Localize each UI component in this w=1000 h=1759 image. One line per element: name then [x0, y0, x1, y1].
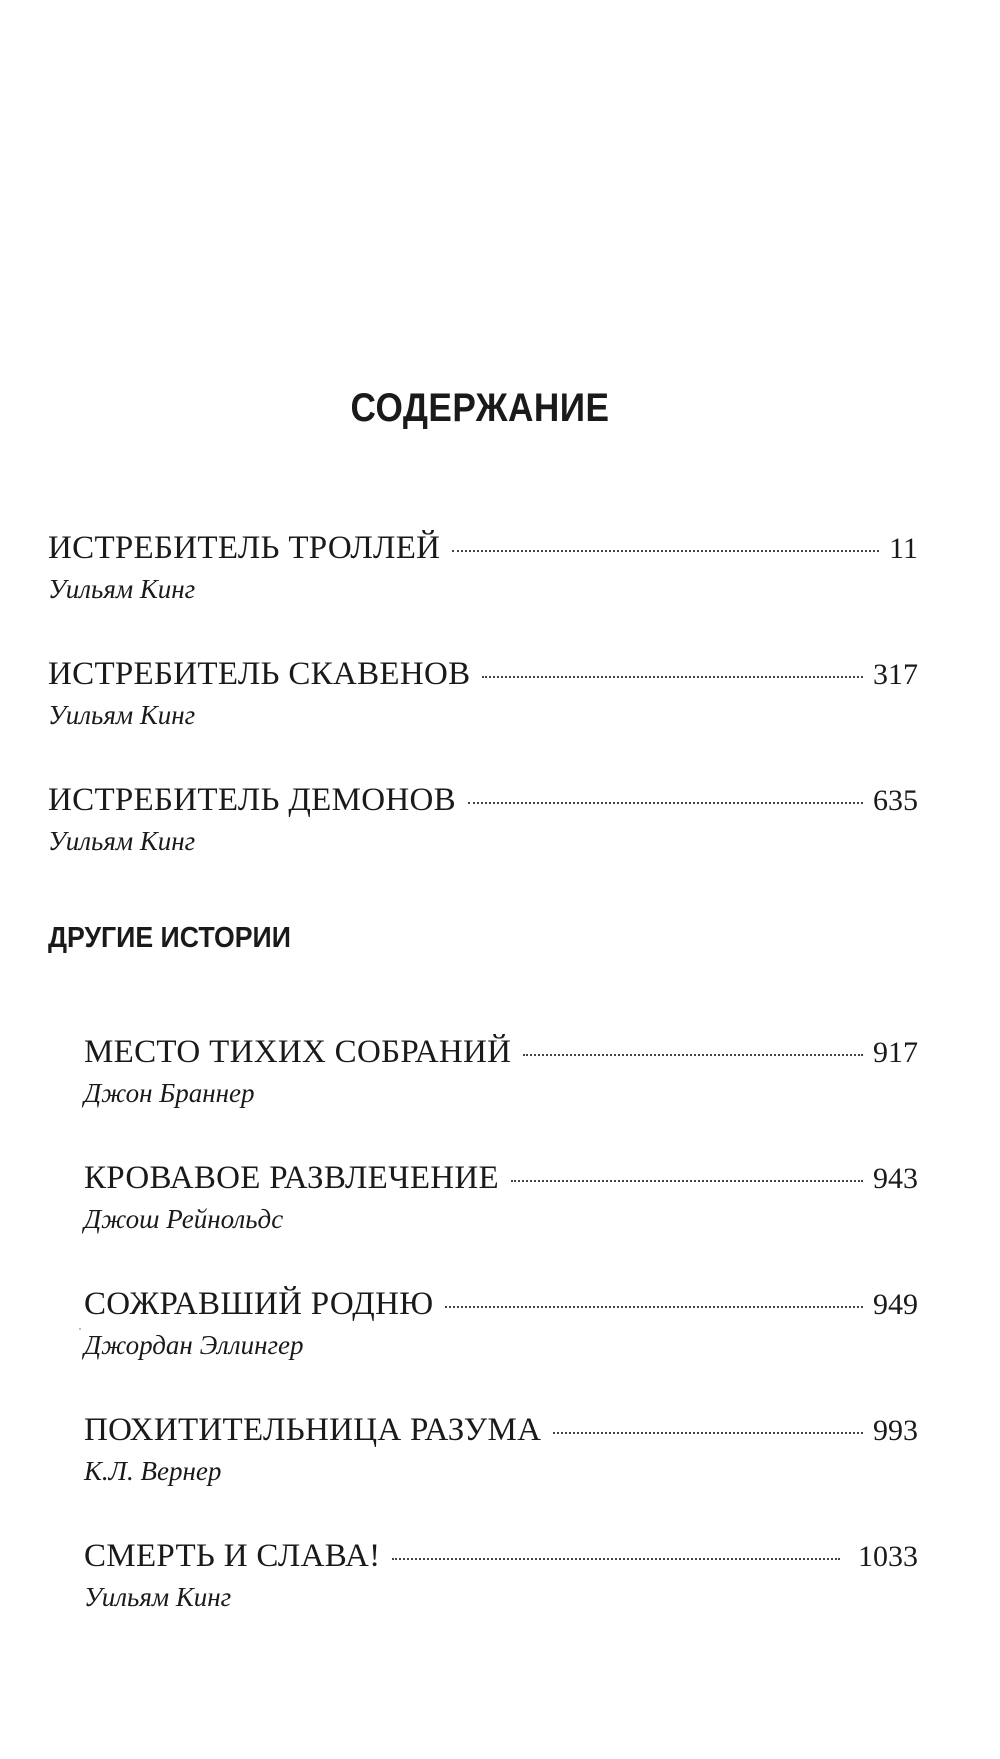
page-title: СОДЕРЖАНИЕ	[350, 386, 610, 430]
print-speck	[79, 1328, 81, 1330]
entry-page-number: 1033	[858, 1540, 918, 1573]
dot-leader	[468, 802, 863, 804]
toc-entry[interactable]	[48, 656, 918, 736]
toc-entry[interactable]	[84, 1034, 918, 1114]
toc-entry[interactable]	[84, 1412, 918, 1492]
entry-author: Уильям Кинг	[48, 574, 196, 604]
entry-title: СМЕРТЬ И СЛАВА!	[84, 1538, 381, 1574]
entry-author: Джош Рейнольдс	[84, 1204, 284, 1234]
entry-author: Уильям Кинг	[48, 700, 196, 730]
toc-entry[interactable]	[84, 1538, 918, 1618]
entry-page-number: 917	[873, 1036, 918, 1069]
entry-title: ПОХИТИТЕЛЬНИЦА РАЗУМА	[84, 1412, 542, 1448]
toc-entry[interactable]	[48, 782, 918, 862]
entry-author: Уильям Кинг	[84, 1582, 232, 1612]
toc-entry[interactable]	[84, 1286, 918, 1366]
entry-title: ИСТРЕБИТЕЛЬ СКАВЕНОВ	[48, 656, 471, 692]
toc-entry[interactable]	[84, 1160, 918, 1240]
entry-page-number: 11	[889, 532, 918, 565]
entry-title: ИСТРЕБИТЕЛЬ ДЕМОНОВ	[48, 782, 456, 818]
dot-leader	[392, 1558, 840, 1560]
entry-title: МЕСТО ТИХИХ СОБРАНИЙ	[84, 1034, 512, 1070]
entry-title: КРОВАВОЕ РАЗВЛЕЧЕНИЕ	[84, 1160, 500, 1196]
entry-page-number: 943	[873, 1162, 918, 1195]
dot-leader	[445, 1306, 863, 1308]
dot-leader	[553, 1432, 863, 1434]
section-heading: ДРУГИЕ ИСТОРИИ	[48, 922, 291, 954]
entry-page-number: 317	[873, 658, 918, 691]
entry-page-number: 949	[873, 1288, 918, 1321]
entry-author: Уильям Кинг	[48, 826, 196, 856]
entry-author: Джон Браннер	[84, 1078, 255, 1108]
dot-leader	[523, 1054, 863, 1056]
dot-leader	[482, 676, 863, 678]
dot-leader	[511, 1180, 863, 1182]
entry-title: ИСТРЕБИТЕЛЬ ТРОЛЛЕЙ	[48, 530, 441, 566]
dot-leader	[452, 550, 879, 552]
entry-author: Джордан Эллингер	[84, 1330, 304, 1360]
entry-title: СОЖРАВШИЙ РОДНЮ	[84, 1286, 434, 1322]
entry-page-number: 635	[873, 784, 918, 817]
entry-author: К.Л. Вернер	[84, 1456, 222, 1486]
toc-entry[interactable]	[48, 530, 918, 610]
entry-page-number: 993	[873, 1414, 918, 1447]
